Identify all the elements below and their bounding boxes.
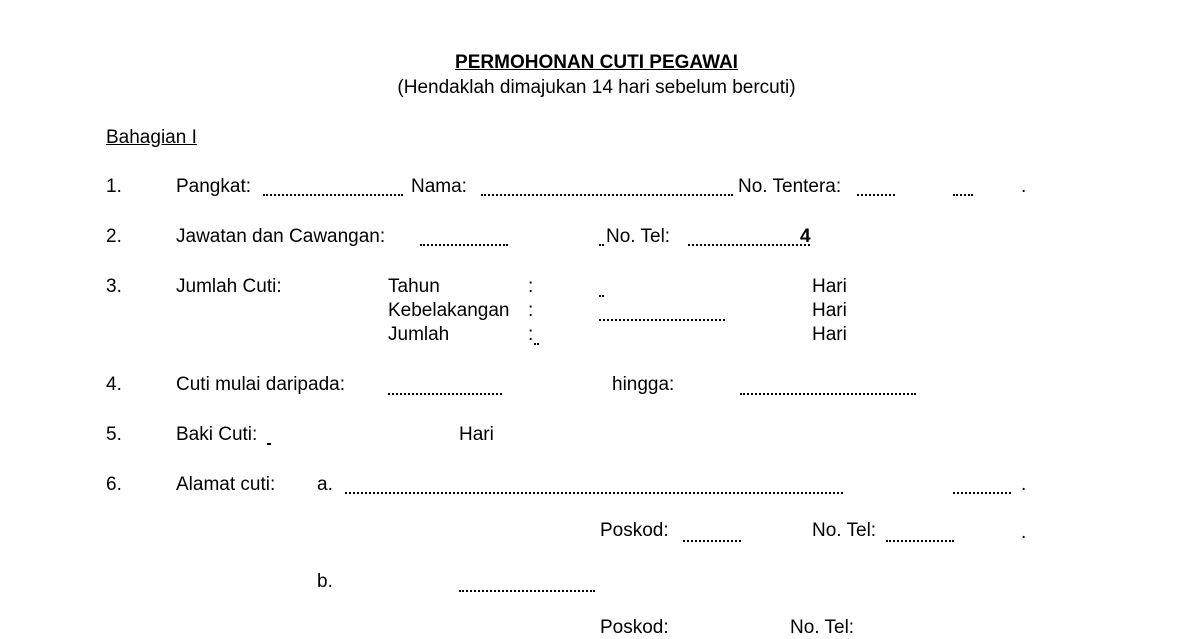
hingga-field[interactable]: [740, 393, 916, 395]
cuti-mulai-label: Cuti mulai daripada:: [176, 374, 345, 395]
alamat-b-field[interactable]: [459, 590, 595, 592]
kebelakangan-label: Kebelakangan: [388, 300, 510, 321]
alamat-cuti-label: Alamat cuti:: [176, 474, 276, 495]
item-number-1: 1.: [106, 176, 122, 197]
tahun-unit: Hari: [812, 276, 847, 297]
baki-cuti-field[interactable]: [267, 443, 271, 445]
jumlah-unit: Hari: [812, 324, 847, 345]
alamat-a-label: a.: [317, 474, 333, 495]
kebelakangan-field[interactable]: [599, 319, 725, 321]
nama-label: Nama:: [411, 176, 467, 197]
no-tel-value: 4: [800, 226, 811, 247]
no-tentera-field[interactable]: [857, 194, 895, 196]
alamat-a-field[interactable]: [345, 492, 843, 494]
item-number-6: 6.: [106, 474, 122, 495]
item-number-2: 2.: [106, 226, 122, 247]
page-subtitle: (Hendaklah dimajukan 14 hari sebelum bercuti): [397, 77, 796, 98]
alamat-a-field-extension[interactable]: [953, 492, 1011, 494]
no-tel-field[interactable]: [688, 244, 810, 246]
poskod-a-field[interactable]: [683, 540, 741, 542]
item-number-3: 3.: [106, 276, 122, 297]
item-number-4: 4.: [106, 374, 122, 395]
jumlah-cuti-label: Jumlah Cuti:: [176, 276, 282, 297]
item-number-5: 5.: [106, 424, 122, 445]
baki-cuti-unit: Hari: [459, 424, 494, 445]
alamat-a-trailing-dot: .: [1021, 474, 1027, 495]
no-tel-a-label: No. Tel:: [812, 520, 877, 541]
tahun-field[interactable]: [599, 295, 602, 297]
baki-cuti-label: Baki Cuti:: [176, 424, 258, 445]
nama-field[interactable]: [481, 194, 733, 196]
jumlah-field[interactable]: [534, 343, 537, 345]
alamat-b-label: b.: [317, 571, 333, 592]
trailing-dot: .: [1021, 176, 1027, 197]
kebelakangan-colon: :: [528, 300, 534, 321]
jumlah-colon: :: [528, 324, 534, 345]
jawatan-label: Jawatan dan Cawangan:: [176, 226, 386, 247]
pangkat-label: Pangkat:: [176, 176, 251, 197]
cuti-mulai-field[interactable]: [388, 393, 502, 395]
tahun-colon: :: [528, 276, 534, 297]
hingga-label: hingga:: [612, 374, 675, 395]
no-tel-label: No. Tel:: [606, 226, 671, 247]
poskod-a-label: Poskod:: [600, 520, 669, 541]
no-tel-b-label: No. Tel:: [790, 617, 855, 638]
no-tel-a-field[interactable]: [886, 540, 954, 542]
jawatan-field-end: [599, 244, 602, 246]
page-title: PERMOHONAN CUTI PEGAWAI: [455, 52, 738, 73]
no-tel-a-trailing-dot: .: [1021, 522, 1027, 543]
tahun-label: Tahun: [388, 276, 440, 297]
pangkat-field[interactable]: [263, 194, 403, 196]
no-tentera-label: No. Tentera:: [738, 176, 842, 197]
poskod-b-label: Poskod:: [600, 617, 669, 638]
section-heading: Bahagian I: [106, 127, 197, 148]
jawatan-field[interactable]: [420, 244, 508, 246]
jumlah-label: Jumlah: [388, 324, 450, 345]
no-tentera-field-extension[interactable]: [953, 194, 973, 196]
kebelakangan-unit: Hari: [812, 300, 847, 321]
